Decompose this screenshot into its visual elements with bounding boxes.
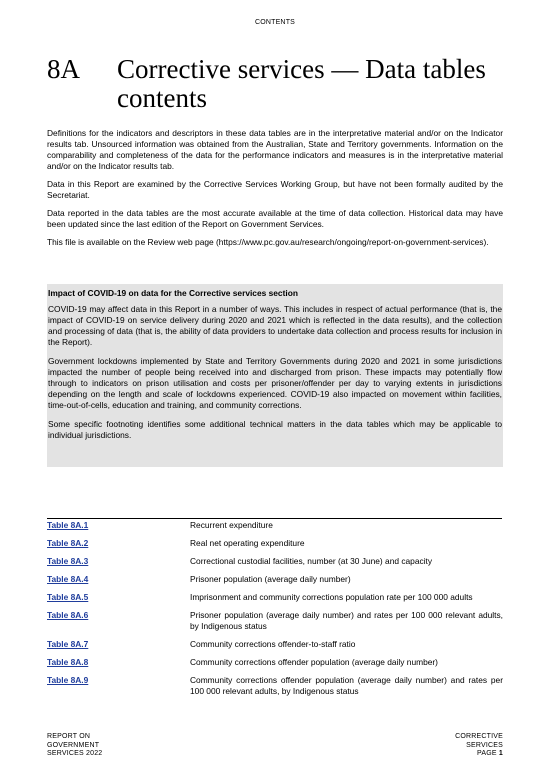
footer-line: SERVICES bbox=[466, 741, 503, 749]
toc-description: Community corrections offender population (average daily number) bbox=[190, 657, 438, 667]
toc-row bbox=[47, 520, 503, 531]
intro-paragraph: Data reported in the data tables are the most accurate available at the time of data collection. Historical data may have been updated since the last edition of the Report on Government Services. bbox=[47, 208, 503, 229]
toc-row bbox=[47, 675, 503, 697]
toc-row bbox=[47, 610, 503, 632]
chapter-title: Corrective services — Data tables contents bbox=[117, 54, 486, 113]
covid-paragraph: Government lockdowns implemented by State and Territory Governments during 2020 and 2021 in some jurisdictions impacted the number of people being received into and discharged from prison. These impacts may potentially flow through to indicators on prison utilisation and costs per prisoner/offender per day to varying extents in jurisdictions depending on the length and scale of lockdowns experienced. COVID-19 also impacted on movement within facilities, time-out-of-cells, education and training, and community corrections. bbox=[48, 356, 502, 410]
intro-text bbox=[47, 128, 503, 255]
page-indicator bbox=[455, 750, 503, 759]
toc-divider bbox=[47, 518, 502, 519]
covid-notice-box bbox=[47, 284, 503, 467]
intro-paragraph: Definitions for the indicators and descriptors in these data tables are in the interpretative material and/or on the Indicator results tab. Unsourced information was obtained from the Australian, State and Territory governments. Information on the comparability and completeness of the data for the performance indicators and measures is in the interpretative material and/or on the Indicator results tab. bbox=[47, 128, 503, 171]
toc-link-table-8a-1[interactable]: Table 8A.1 bbox=[47, 520, 89, 530]
toc-row bbox=[47, 556, 503, 567]
footer-line: CORRECTIVE bbox=[455, 733, 503, 740]
covid-notice-heading: Impact of COVID-19 on data for the Corrective services section bbox=[48, 288, 298, 298]
footer-report-name bbox=[47, 733, 102, 759]
table-of-contents bbox=[47, 520, 503, 704]
footer-section-name bbox=[455, 733, 503, 759]
toc-row bbox=[47, 639, 503, 650]
toc-link-table-8a-8[interactable]: Table 8A.8 bbox=[47, 657, 89, 667]
toc-row bbox=[47, 538, 503, 549]
footer-line: REPORT ON bbox=[47, 733, 91, 740]
footer-line: SERVICES 2022 bbox=[47, 750, 103, 758]
toc-description: Prisoner population (average daily number) and rates per 100 000 relevant adults, by Indigenous status bbox=[190, 610, 503, 631]
covid-paragraph: COVID-19 may affect data in this Report in a number of ways. This includes in respect of actual performance (that is, the impact of COVID-19 on service delivery during 2020 and 2021 which is reflected in the data results), and the collection and processing of data (that is, the ability of data providers to undertake data collection and process results for inclusion in the Report). bbox=[48, 304, 502, 347]
toc-link-table-8a-6[interactable]: Table 8A.6 bbox=[47, 610, 89, 620]
toc-link-table-8a-9[interactable]: Table 8A.9 bbox=[47, 675, 89, 685]
running-header: CONTENTS bbox=[254, 19, 296, 26]
toc-link-table-8a-2[interactable]: Table 8A.2 bbox=[47, 538, 89, 548]
toc-description: Imprisonment and community corrections population rate per 100 000 adults bbox=[190, 592, 473, 602]
footer-line: GOVERNMENT bbox=[47, 741, 100, 749]
toc-description: Recurrent expenditure bbox=[190, 520, 273, 530]
intro-paragraph: This file is available on the Review web page (https://www.pc.gov.au/research/ongoing/report-on-government-services). bbox=[47, 237, 489, 247]
toc-description: Community corrections offender-to-staff ratio bbox=[190, 639, 356, 649]
toc-link-table-8a-5[interactable]: Table 8A.5 bbox=[47, 592, 89, 602]
toc-description: Correctional custodial facilities, number (at 30 June) and capacity bbox=[190, 556, 433, 566]
toc-row bbox=[47, 592, 503, 603]
toc-row bbox=[47, 657, 503, 668]
toc-link-table-8a-7[interactable]: Table 8A.7 bbox=[47, 639, 89, 649]
covid-paragraph: Some specific footnoting identifies some additional technical matters in the data tables which may be applicable to individual jurisdictions. bbox=[48, 419, 502, 440]
toc-row bbox=[47, 574, 503, 585]
toc-link-table-8a-4[interactable]: Table 8A.4 bbox=[47, 574, 89, 584]
toc-description: Real net operating expenditure bbox=[190, 538, 305, 548]
page-number: 1 bbox=[498, 750, 503, 758]
toc-link-table-8a-3[interactable]: Table 8A.3 bbox=[47, 556, 89, 566]
chapter-number: 8A bbox=[47, 54, 80, 84]
page-label: PAGE bbox=[477, 750, 497, 758]
intro-paragraph: Data in this Report are examined by the Corrective Services Working Group, but have not been formally audited by the Secretariat. bbox=[47, 179, 503, 200]
toc-description: Prisoner population (average daily number) bbox=[190, 574, 351, 584]
toc-description: Community corrections offender population (average daily number) and rates per 100 000 relevant adults, by Indigenous status bbox=[190, 675, 503, 696]
